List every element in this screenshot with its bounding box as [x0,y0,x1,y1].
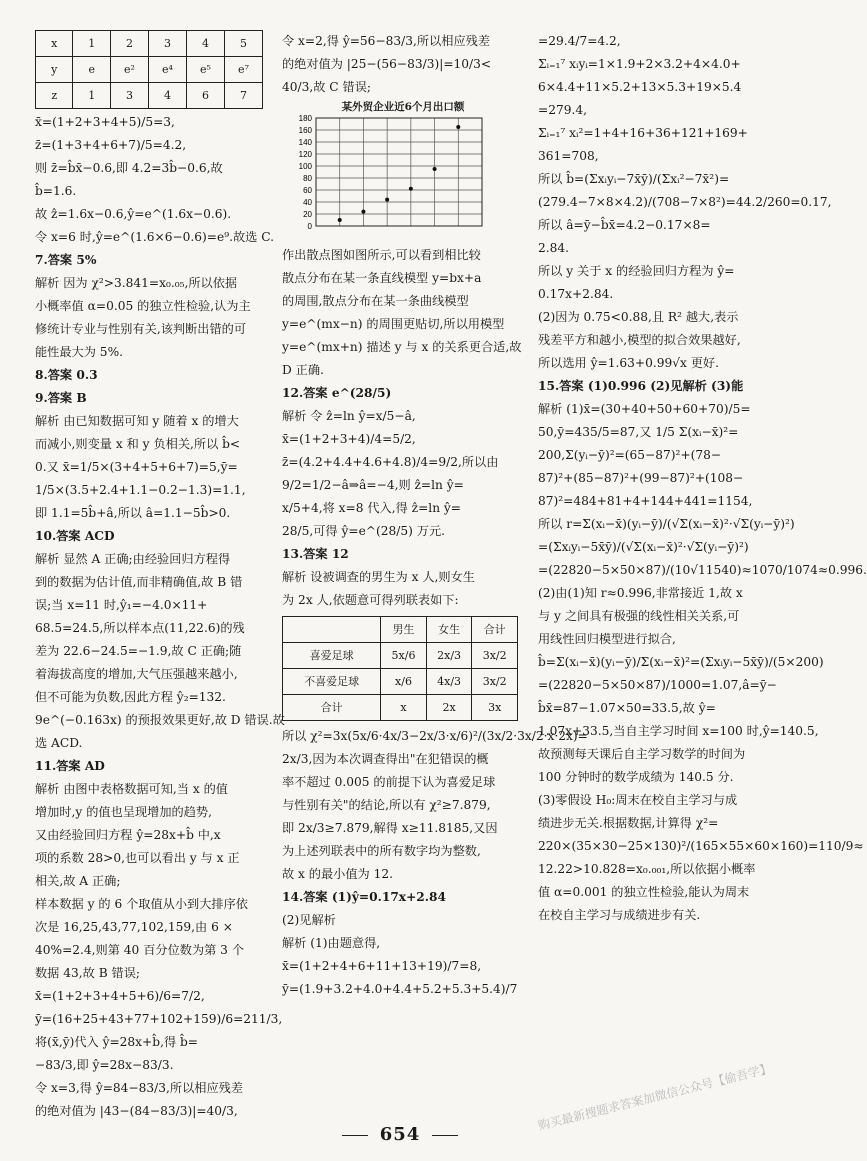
text-line: 次是 16,25,43,77,102,159,由 6 × [35,920,233,934]
text-line: 作出散点图如图所示,可以看到相比较 [282,248,481,262]
text-line: =(22820−5×50×87)/(10√11540)≈1070/1074≈0.996. [538,563,867,577]
text-line: x/5+4,将 x=8 代入,得 ẑ=ln ŷ= [282,501,462,515]
text-line: 增加时,y 的值也呈现增加的趋势, [35,805,212,819]
text-line: (3)零假设 H₀:周末在校自主学习与成 [538,793,738,807]
column-left [35,30,285,1123]
text-line: 的绝对值为 |25−(56−83/3)|=10/3< [282,57,492,71]
text-line: 散点分布在某一条直线模型 y=bx+a [282,271,482,285]
text-line: 在校自主学习与成绩进步有关. [538,908,701,922]
text-line: 即 2x/3≥7.879,解得 x≥11.8185,又因 [282,821,498,835]
text-line: 将(x̄,ȳ)代入 ŷ=28x+b̂,得 b̂= [35,1035,199,1049]
table-row [283,643,518,669]
page-footer [0,1124,800,1145]
text-line: b̂=Σ(xᵢ−x̄)(yᵢ−ȳ)/Σ(xᵢ−x̄)²=(Σxᵢyᵢ−5x̄ȳ)/(5×200) [538,655,824,669]
data-point [433,167,437,171]
right-column-text [538,30,867,927]
table-header-cell [283,617,381,643]
table-cell: 5x/6 [381,643,427,669]
table-header-cell: 合计 [472,617,518,643]
export-scatter-chart [282,101,524,242]
chart-title: 某外贸企业近6个月出口额 [341,101,465,113]
text-line: 绩进步无关.根据数据,计算得 χ²= [538,816,719,830]
text-line: 值 α=0.001 的独立性检验,能认为周末 [538,885,750,899]
text-line: =29.4/7=4.2, [538,34,621,48]
text-line: z̄=(4.2+4.4+4.6+4.8)/4=9/2,所以由 [282,455,499,469]
text-line: 9.答案 B [35,391,87,405]
text-line: (2)见解析 [282,913,336,927]
text-line: 50,ȳ=435/5=87,又 1/5 Σ(xᵢ−x̄)²= [538,425,739,439]
table-cell: 4 [186,31,224,57]
text-line: 361=708, [538,149,599,163]
y-tick-label: 40 [303,198,312,207]
table-cell: e⁷ [224,57,262,83]
text-line: 数据 43,故 B 错误; [35,966,141,980]
text-line: 则 z̄=b̂x̄−0.6,即 4.2=3b̂−0.6,故 [35,161,223,175]
table-cell: e⁵ [186,57,224,83]
table-header-row [283,617,518,643]
table-cell: e [73,57,111,83]
y-tick-label: 160 [298,126,312,135]
text-line: 但不可能为负数,因此方程 ŷ₂=132. [35,690,226,704]
text-line: 9/2=1/2−â⇒â=−4,则 ẑ=ln ŷ= [282,478,464,492]
text-line: 样本数据 y 的 6 个取值从小到大排序依 [35,897,248,911]
y-tick-label: 120 [298,150,312,159]
y-tick-label: 100 [298,162,312,171]
text-line: 即 1.1=5b̂+â,所以 â=1.1−5b̂>0. [35,506,231,520]
text-line: 解析 令 ẑ=ln ŷ=x/5−â, [282,409,416,423]
text-line: 解析 (1)x̄=(30+40+50+60+70)/5= [538,402,751,416]
watermark-text: 购买最新搜题求答案加微信公众号【偷吾学】 [536,1061,774,1133]
text-line: x̄=(1+2+3+4+5)/5=3, [35,115,175,129]
text-line: 2.84. [538,241,570,255]
text-line: y=e^(mx+n) 描述 y 与 x 的关系更合适,故 [282,340,522,354]
text-line: b̂=1.6. [35,184,77,198]
text-line: 着海拔高度的增加,大气压强越来越小, [35,667,238,681]
text-line: =(Σxᵢyᵢ−5x̄ȳ)/(√Σ(xᵢ−x̄)²·√Σ(yᵢ−ȳ)²) [538,540,749,554]
text-line: 小概率值 α=0.05 的独立性检验,认为主 [35,299,251,313]
table-cell: 2x [426,695,472,721]
text-line: 200,Σ(yᵢ−ȳ)²=(65−87)²+(78− [538,448,722,462]
text-line: (2)因为 0.75<0.88,且 R² 越大,表示 [538,310,739,324]
text-line: 14.答案 (1)ŷ=0.17x+2.84 [282,890,446,904]
text-line: x̄=(1+2+3+4)/4=5/2, [282,432,416,446]
text-line: 项的系数 28>0,也可以看出 y 与 x 正 [35,851,240,865]
table-cell: 4x/3 [426,669,472,695]
table-cell: 3 [149,31,187,57]
text-line: 故 x 的最小值为 12. [282,867,394,881]
y-tick-label: 20 [303,210,312,219]
text-line: 68.5=24.5,所以样本点(11,22.6)的残 [35,621,245,635]
text-line: 而减小,则变量 x 和 y 负相关,所以 b̂< [35,437,241,451]
data-point [456,125,460,129]
text-line: 1/5×(3.5+2.4+1.1−0.2−1.3)=1.1, [35,483,246,497]
text-line: (2)由(1)知 r≈0.996,非常接近 1,故 x [538,586,743,600]
text-line: 10.答案 ACD [35,529,115,543]
text-line: 与性别有关"的结论,所以有 χ²≥7.879, [282,798,491,812]
table-cell: x [36,31,73,57]
scatter-plot-svg [282,114,522,234]
contingency-table [282,616,518,721]
text-line: 为 2x 人,依题意可得列联表如下: [282,593,459,607]
table-cell: y [36,57,73,83]
text-line: Σᵢ₌₁⁷ xᵢyᵢ=1×1.9+2×3.2+4×4.0+ [538,57,741,71]
text-line: 残差平方和越小,模型的拟合效果越好, [538,333,741,347]
table-cell: 不喜爱足球 [283,669,381,695]
text-line: 13.答案 12 [282,547,349,561]
text-line: 11.答案 AD [35,759,105,773]
text-line: 0.又 x̄=1/5×(3+4+5+6+7)=5,ȳ= [35,460,238,474]
table-cell: 1 [73,31,111,57]
table-header-cell: 男生 [381,617,427,643]
text-line: 的绝对值为 |43−(84−83/3)|=40/3, [35,1104,238,1118]
text-line: −83/3,即 ŷ=28x−83/3. [35,1058,174,1072]
y-tick-label: 0 [307,222,312,231]
text-line: D 正确. [282,363,324,377]
table-cell: z [36,83,73,109]
text-line: 率不超过 0.005 的前提下认为喜爱足球 [282,775,496,789]
text-line: 所以 y 关于 x 的经验回归方程为 ŷ= [538,264,735,278]
data-point [409,187,413,191]
table-cell: 2x/3 [426,643,472,669]
text-line: =(22820−5×50×87)/1000=1.07,â=ȳ− [538,678,777,692]
text-line: 误;当 x=11 时,ŷ₁=−4.0×11+ [35,598,208,612]
middle-column-text-mid [282,244,524,612]
text-line: 220×(35×30−25×130)²/(165×55×60×160)=110/9≈ [538,839,864,853]
plot-frame [316,118,482,226]
text-line: 100 分钟时的数学成绩为 140.5 分. [538,770,734,784]
table-row [36,83,263,109]
text-line: 0.17x+2.84. [538,287,614,301]
y-tick-label: 60 [303,186,312,195]
text-line: 1.07x+33.5,当自主学习时间 x=100 时,ŷ=140.5, [538,724,819,738]
table-row [283,669,518,695]
text-line: 差为 22.6−24.5=−1.9,故 C 正确;随 [35,644,242,658]
text-line: ȳ=(16+25+43+77+102+159)/6=211/3, [35,1012,283,1026]
text-line: y=e^(mx−n) 的周围更贴切,所以用模型 [282,317,505,331]
table-cell: 1 [73,83,111,109]
text-line: 令 x=3,得 ŷ=84−83/3,所以相应残差 [35,1081,244,1095]
text-line: 的周围,散点分布在某一条曲线模型 [282,294,469,308]
table-row [283,695,518,721]
text-line: Σᵢ₌₁⁷ xᵢ²=1+4+16+36+121+169+ [538,126,748,140]
text-line: 与 y 之间具有极强的线性相关关系,可 [538,609,740,623]
column-right [538,30,867,927]
text-line: 解析 显然 A 正确;由经验回归方程得 [35,552,231,566]
text-line: 28/5,可得 ŷ=e^(28/5) 万元. [282,524,446,538]
text-line: x̄=(1+2+4+6+11+13+19)/7=8, [282,959,482,973]
y-tick-label: 140 [298,138,312,147]
text-line: 2x/3,因为本次调查得出"在犯错误的概 [282,752,489,766]
text-line: 所以 r=Σ(xᵢ−x̄)(yᵢ−ȳ)/(√Σ(xᵢ−x̄)²·√Σ(yᵢ−ȳ)²) [538,517,795,531]
table-cell: e⁴ [149,57,187,83]
text-line: 7.答案 5% [35,253,97,267]
text-line: 12.答案 e^(28/5) [282,386,392,400]
text-line: 选 ACD. [35,736,83,750]
text-line: 87)²+(85−87)²+(99−87)²+(108− [538,471,744,485]
text-line: 为上述列联表中的所有数字均为整数, [282,844,481,858]
table-cell: 2 [111,31,149,57]
text-line: 15.答案 (1)0.996 (2)见解析 (3)能 [538,379,744,393]
xyz-data-table [35,30,263,109]
text-line: 修统计专业与性别有关,该判断出错的可 [35,322,247,336]
table-cell: 喜爱足球 [283,643,381,669]
table-cell: 4 [149,83,187,109]
text-line: 令 x=6 时,ŷ=e^(1.6×6−0.6)=e⁹.故选 C. [35,230,275,244]
middle-column-text-bottom [282,725,588,1001]
y-tick-label: 80 [303,174,312,183]
text-line: =279.4, [538,103,587,117]
text-line: 用线性回归模型进行拟合, [538,632,676,646]
table-cell: e² [111,57,149,83]
table-cell: 5 [224,31,262,57]
text-line: 相关,故 A 正确; [35,874,121,888]
text-line: 8.答案 0.3 [35,368,98,382]
text-line: 能性最大为 5%. [35,345,124,359]
table-cell: 3x [472,695,518,721]
text-line: 令 x=2,得 ŷ=56−83/3,所以相应残差 [282,34,491,48]
middle-column-text-top [282,30,524,99]
table-row [36,31,263,57]
text-line: b̂x̄=87−1.07×50=33.5,故 ŷ= [538,701,716,715]
text-line: 解析 由已知数据可知 y 随着 x 的增大 [35,414,239,428]
left-column-text [35,111,285,1123]
text-line: 6×4.4+11×5.2+13×5.3+19×5.4 [538,80,742,94]
table-cell: x/6 [381,669,427,695]
text-line: 所以 χ²=3x(5x/6·4x/3−2x/3·x/6)²/(3x/2·3x/2·x·2x)= [282,729,588,743]
text-line: 解析 (1)由题意得, [282,936,381,950]
table-cell: 3x/2 [472,643,518,669]
data-point [361,210,365,214]
table-cell: 合计 [283,695,381,721]
table-cell: 3x/2 [472,669,518,695]
text-line: 所以 â=ȳ−b̂x̄=4.2−0.17×8= [538,218,711,232]
text-line: 解析 由图中表格数据可知,当 x 的值 [35,782,228,796]
text-line: (279.4−7×8×4.2)/(708−7×8²)=44.2/260=0.17, [538,195,832,209]
text-line: 解析 因为 χ²>3.841=x₀.₀₅,所以依据 [35,276,238,290]
table-row [36,57,263,83]
text-line: 40%=2.4,则第 40 百分位数为第 3 个 [35,943,245,957]
text-line: 故预测每天课后自主学习数学的时间为 [538,747,746,761]
text-line: 12.22>10.828=x₀.₀₀₁,所以依据小概率 [538,862,756,876]
table-cell: x [381,695,427,721]
text-line: 87)²=484+81+4+144+441=1154, [538,494,753,508]
text-line: 所以 b̂=(Σxᵢyᵢ−7x̄ȳ)/(Σxᵢ²−7x̄²)= [538,172,730,186]
data-point [385,198,389,202]
data-point [338,218,342,222]
page-number: 654 [379,1124,421,1145]
text-line: 故 ẑ=1.6x−0.6,ŷ=e^(1.6x−0.6). [35,207,232,221]
text-line: 到的数据为估计值,而非精确值,故 B 错 [35,575,243,589]
table-header-cell: 女生 [426,617,472,643]
y-tick-label: 180 [298,114,312,123]
table-cell: 7 [224,83,262,109]
text-line: 40/3,故 C 错误; [282,80,371,94]
text-line: z̄=(1+3+4+6+7)/5=4.2, [35,138,187,152]
text-line: 解析 设被调查的男生为 x 人,则女生 [282,570,475,584]
text-line: x̄=(1+2+3+4+5+6)/6=7/2, [35,989,205,1003]
text-line: 所以选用 ŷ=1.63+0.99√x 更好. [538,356,719,370]
table-cell: 3 [111,83,149,109]
text-line: 9e^(−0.163x) 的预报效果更好,故 D 错误.故 [35,713,285,727]
text-line: 又由经验回归方程 ŷ=28x+b̂ 中,x [35,828,221,842]
text-line: ȳ=(1.9+3.2+4.0+4.4+5.2+5.3+5.4)/7 [282,982,518,996]
table-cell: 6 [186,83,224,109]
